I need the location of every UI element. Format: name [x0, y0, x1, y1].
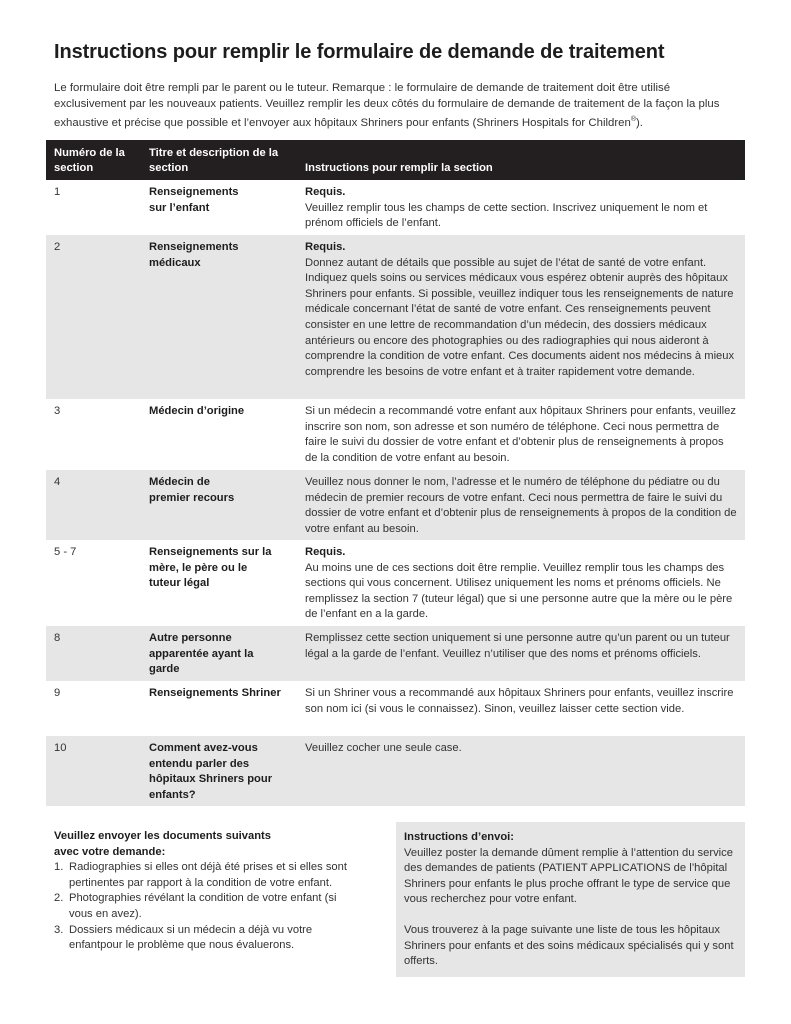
row-title: Médecin d’origine	[149, 405, 245, 417]
row-number: 2	[54, 241, 61, 253]
mailing-heading: Instructions d’envoi:	[404, 831, 515, 843]
row-title: Renseignements Shriner	[149, 687, 281, 699]
row-instructions	[305, 686, 739, 717]
mailing-text: Veuillez poster la demande dûment remplie à l’attention du service des demandes de patients (PATIENT APPLICATIONS de l’hôpital Shriners pour enfants le plus proche offrant le type de service que vous recherchez pour votre enfant.	[404, 846, 733, 906]
list-item-number: 3.	[54, 923, 64, 936]
row-title: Renseignements sur la mère, le père ou le tuteur légal	[149, 546, 272, 590]
table-row	[46, 540, 745, 626]
row-instructions	[305, 631, 739, 662]
row-instructions	[305, 475, 739, 537]
table-row	[46, 235, 745, 399]
row-instructions	[305, 404, 739, 466]
documents-heading: Veuillez envoyer les documents suivants avec votre demande:	[54, 830, 271, 858]
row-title: Médecin de premier recours	[149, 476, 235, 504]
row-title: Renseignements médicaux	[149, 241, 239, 269]
list-item-number: 2.	[54, 892, 64, 905]
table-row	[46, 681, 745, 736]
row-instructions	[305, 240, 739, 380]
table-row	[46, 470, 745, 540]
mailing-note: Vous trouverez à la page suivante une liste de tous les hôpitaux Shriners pour enfants et des soins médicaux spécialisés qui y sont offerts.	[404, 923, 734, 968]
row-number: 1	[54, 186, 61, 198]
row-instructions-text: Veuillez nous donner le nom, l’adresse et le numéro de téléphone du pédiatre ou du médecin de premier recours de votre enfant. Ceci nous permettra de faire le suivi du dossier de votre enfant et d’obtenir plus de renseignements à propos de la condition de votre enfant au besoin.	[305, 476, 737, 535]
intro-text: Le formulaire doit être rempli par le parent ou le tuteur. Remarque : le formulaire de demande de traitement doit être utilisé exclusivement par les nouveaux patients. Veuillez remplir les deux côtés du formulaire de demande de traitement de la façon la plus exhaustive et précise que possible et l’envoyer aux hôpitaux Shriners pour enfants (Shriners Hospitals for Children	[54, 82, 720, 129]
list-item	[54, 891, 349, 922]
row-number: 5 - 7	[54, 546, 77, 558]
list-item-number: 1.	[54, 861, 64, 874]
header-instructions: Instructions pour remplir la section	[305, 162, 493, 174]
row-title: Renseignements sur l’enfant	[149, 186, 239, 214]
required-label: Requis.	[305, 186, 346, 198]
required-label: Requis.	[305, 546, 346, 558]
table-row	[46, 736, 745, 806]
row-number: 9	[54, 687, 61, 699]
row-instructions	[305, 741, 739, 757]
row-instructions-text: Veuillez cocher une seule case.	[305, 742, 462, 754]
list-item	[54, 923, 344, 954]
required-label: Requis.	[305, 241, 346, 253]
row-number: 10	[54, 742, 67, 754]
row-instructions	[305, 185, 739, 232]
row-title: Autre personne apparentée ayant la garde	[149, 632, 254, 676]
table-header	[46, 140, 745, 180]
row-instructions-text: Veuillez remplir tous les champs de cette section. Inscrivez uniquement le nom et prénom officiels de l’enfant.	[305, 201, 708, 230]
row-instructions-text: Si un Shriner vous a recommandé aux hôpitaux Shriners pour enfants, veuillez inscrire son nom ici (si vous le connaissez). Sinon, veuillez laisser cette section vide.	[305, 687, 734, 715]
row-title: Comment avez-vous entendu parler des hôpitaux Shriners pour enfants?	[149, 742, 273, 801]
table-row	[46, 626, 745, 681]
mailing-instructions-box	[396, 822, 745, 977]
list-item	[54, 860, 374, 891]
registered-mark: ®	[630, 116, 636, 123]
table-row	[46, 180, 745, 235]
row-number: 3	[54, 405, 61, 417]
intro-paragraph	[54, 81, 734, 131]
intro-end: ).	[635, 116, 643, 129]
header-section-title: Titre et description de la section	[149, 147, 279, 174]
table-row	[46, 399, 745, 470]
list-item-text: Radiographies si elles ont déjà été prises et si elles sont pertinentes par rapport à la condition de votre enfant.	[69, 861, 347, 889]
row-instructions-text: Au moins une de ces sections doit être remplie. Veuillez remplir tous les champs des sections qui vous concernent. Utilisez uniquement les noms et prénoms officiels. Ne remplissez la section 7 (tuteur légal) que si une personne autre que la mère ou le père de l’enfant en a la garde.	[305, 561, 733, 621]
row-instructions	[305, 545, 739, 623]
row-instructions-text: Donnez autant de détails que possible au sujet de l’état de santé de votre enfant. Indiquez quels soins ou services médicaux vous espérez obtenir auprès des hôpitaux Shriners pour enfants. Si possible, veuillez indiquer tous les renseignements de nature médicale concernant l’état de santé de votre enfant. Ces renseignements peuvent consister en une lettre de recommandation d’un médecin, des dossiers médicaux antérieurs ou encore des photographies ou des radiographies qui nous aideront à comprendre la condition de votre enfant. Ces documents aident nos médecins à mieux comprendre les besoins de votre enfant et à traiter rapidement votre demande.	[305, 256, 735, 378]
row-number: 4	[54, 476, 61, 488]
row-number: 8	[54, 632, 61, 644]
documents-list	[54, 860, 374, 954]
list-item-text: Dossiers médicaux si un médecin a déjà vu votre enfantpour le problème que nous évaluerons.	[69, 923, 313, 952]
page-title: Instructions pour remplir le formulaire de demande de traitement	[54, 41, 665, 63]
row-instructions-text: Remplissez cette section uniquement si une personne autre qu’un parent ou un tuteur légal a la garde de l’enfant. Veuillez n’utiliser que des noms et prénoms officiels.	[305, 632, 730, 660]
list-item-text: Photographies révélant la condition de votre enfant (si vous en avez).	[69, 892, 337, 920]
instructions-table	[46, 140, 745, 806]
row-instructions-text: Si un médecin a recommandé votre enfant aux hôpitaux Shriners pour enfants, veuillez inscrire son nom, son adresse et son numéro de téléphone. Ceci nous permettra de faire le suivi du dossier de votre enfant et d’obtenir plus de renseignements à propos de la condition de votre enfant au besoin.	[305, 405, 736, 464]
documents-to-send	[54, 829, 374, 954]
header-section-number: Numéro de la section	[54, 147, 125, 174]
